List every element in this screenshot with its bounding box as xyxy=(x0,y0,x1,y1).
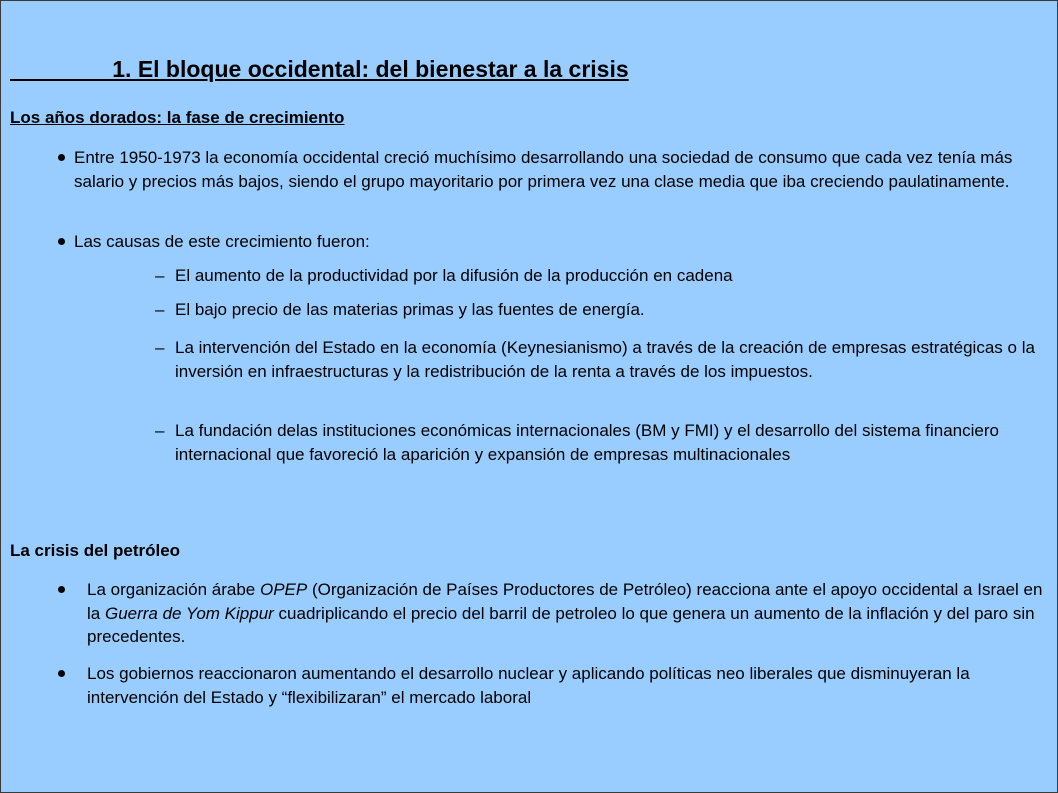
dash-icon: – xyxy=(155,338,165,357)
yom-kippur-term: Guerra de Yom Kippur xyxy=(104,603,274,623)
cause-item-institutions: La fundación delas instituciones económicas internacionales (BM y FMI) y el desarrollo del sistema financiero internacional que favoreció la aparición y expansión de empresas multinacionales xyxy=(175,421,999,464)
bullet-text-opep: La organización árabe OPEP (Organización de Países Productores de Petróleo) reacciona ante el apoyo occidental a Israel en la Guerra de Yom Kippur cuadriplicando el precio del barril de petroleo lo que genera un aumento de la inflación y del paro sin precedentes. xyxy=(87,580,1043,646)
cause-item-raw-materials: El bajo precio de las materias primas y las fuentes de energía. xyxy=(175,300,645,319)
section-heading-oil-crisis: La crisis del petróleo xyxy=(10,541,181,560)
section-heading-golden-years: Los años dorados: la fase de crecimiento xyxy=(10,108,345,127)
bullet-icon xyxy=(58,586,65,593)
bullet-text-causes: Las causas de este crecimiento fueron: xyxy=(74,232,370,251)
slide-title: 1. El bloque occidental: del bienestar a la crisis xyxy=(10,56,629,82)
cause-item-state-intervention: La intervención del Estado en la economía (Keynesianismo) a través de la creación de empresas estratégicas o la inversión en infraestructuras y la redistribución de la renta a través de los impuestos. xyxy=(175,338,1035,381)
bullet-icon xyxy=(58,238,65,245)
bullet-icon xyxy=(58,670,65,677)
opep-term: OPEP xyxy=(259,580,308,599)
dash-icon: – xyxy=(155,300,165,319)
bullet-text-governments: Los gobiernos reaccionaron aumentando el desarrollo nuclear y aplicando políticas neo liberales que disminuyeran la intervención del Estado y “flexibilizaran” el mercado laboral xyxy=(87,664,970,707)
cause-item-productivity: El aumento de la productividad por la difusión de la producción en cadena xyxy=(175,266,733,285)
bullet-icon xyxy=(58,154,65,161)
dash-icon: – xyxy=(155,266,165,285)
bullet-text-growth: Entre 1950-1973 la economía occidental creció muchísimo desarrollando una sociedad de consumo que cada vez tenía más salario y precios más bajos, siendo el grupo mayoritario por primera vez una clase media que iba creciendo paulatinamente. xyxy=(74,148,1013,191)
dash-icon: – xyxy=(155,421,165,440)
